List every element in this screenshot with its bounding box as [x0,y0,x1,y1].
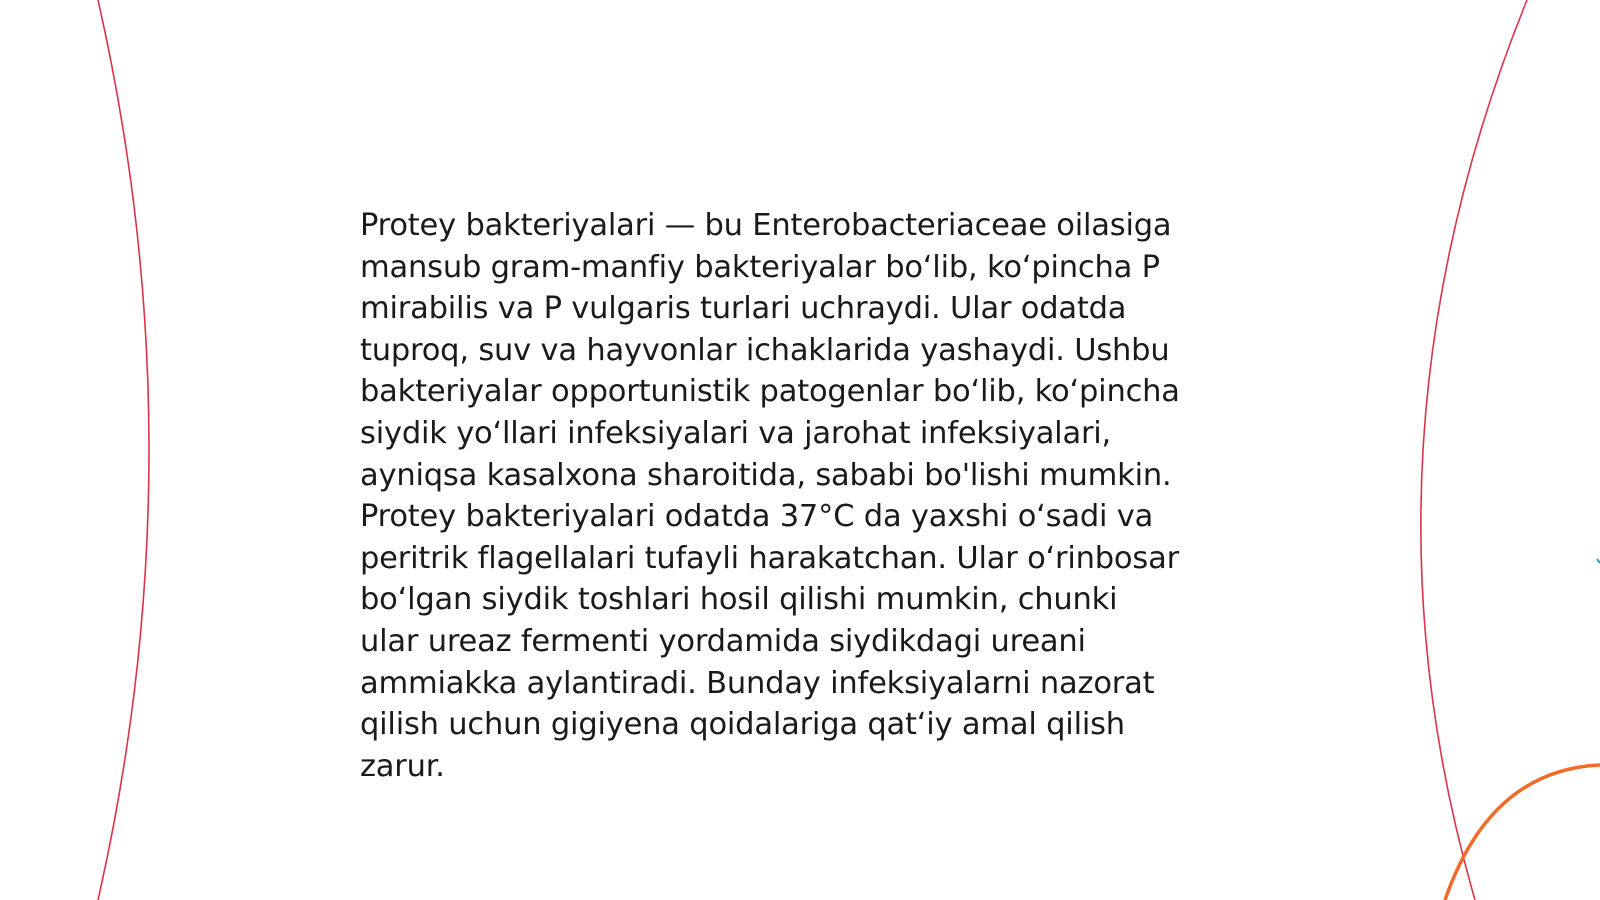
paragraph-line: qilish uchun gigiyena qoidalariga qat‘iy amal qilish [360,707,1125,743]
paragraph-line: zarur. [360,748,445,784]
paragraph-line: ular ureaz fermenti yordamida siydikdagi ureani [360,623,1086,659]
right-arc-line [1421,0,1527,900]
paragraph-line: mirabilis va P vulgaris turlari uchraydi. Ular odatda [360,291,1127,327]
paragraph-line: siydik yo‘llari infeksiyalari va jarohat infeksiyalari, [360,415,1112,451]
paragraph-line: ammiakka aylantiradi. Bunday infeksiyalarni nazorat [360,665,1155,701]
paragraph-line: bo‘lgan siydik toshlari hosil qilishi mumkin, chunki [360,582,1118,618]
paragraph-line: Protey bakteriyalari — bu Enterobacteriaceae oilasiga [360,208,1172,243]
paragraph-line: peritrik flagellalari tufayli harakatchan. Ular o‘rinbosar [360,540,1179,576]
paragraph-line: mansub gram-manfiy bakteriyalar bo‘lib, ko‘pincha P [360,249,1160,285]
left-arc-line [98,0,149,900]
paragraph-line: Protey bakteriyalari odatda 37°C da yaxshi o‘sadi va [360,499,1154,535]
paragraph-line: tuproq, suv va hayvonlar ichaklarida yashaydi. Ushbu [360,332,1170,368]
paragraph-line: bakteriyalar opportunistik patogenlar bo‘lib, ko‘pincha [360,374,1180,410]
paragraph-line: ayniqsa kasalxona sharoitida, sababi bo'lishi mumkin. [360,457,1172,493]
orange-arc [1445,765,1600,900]
body-paragraph [360,205,1260,787]
